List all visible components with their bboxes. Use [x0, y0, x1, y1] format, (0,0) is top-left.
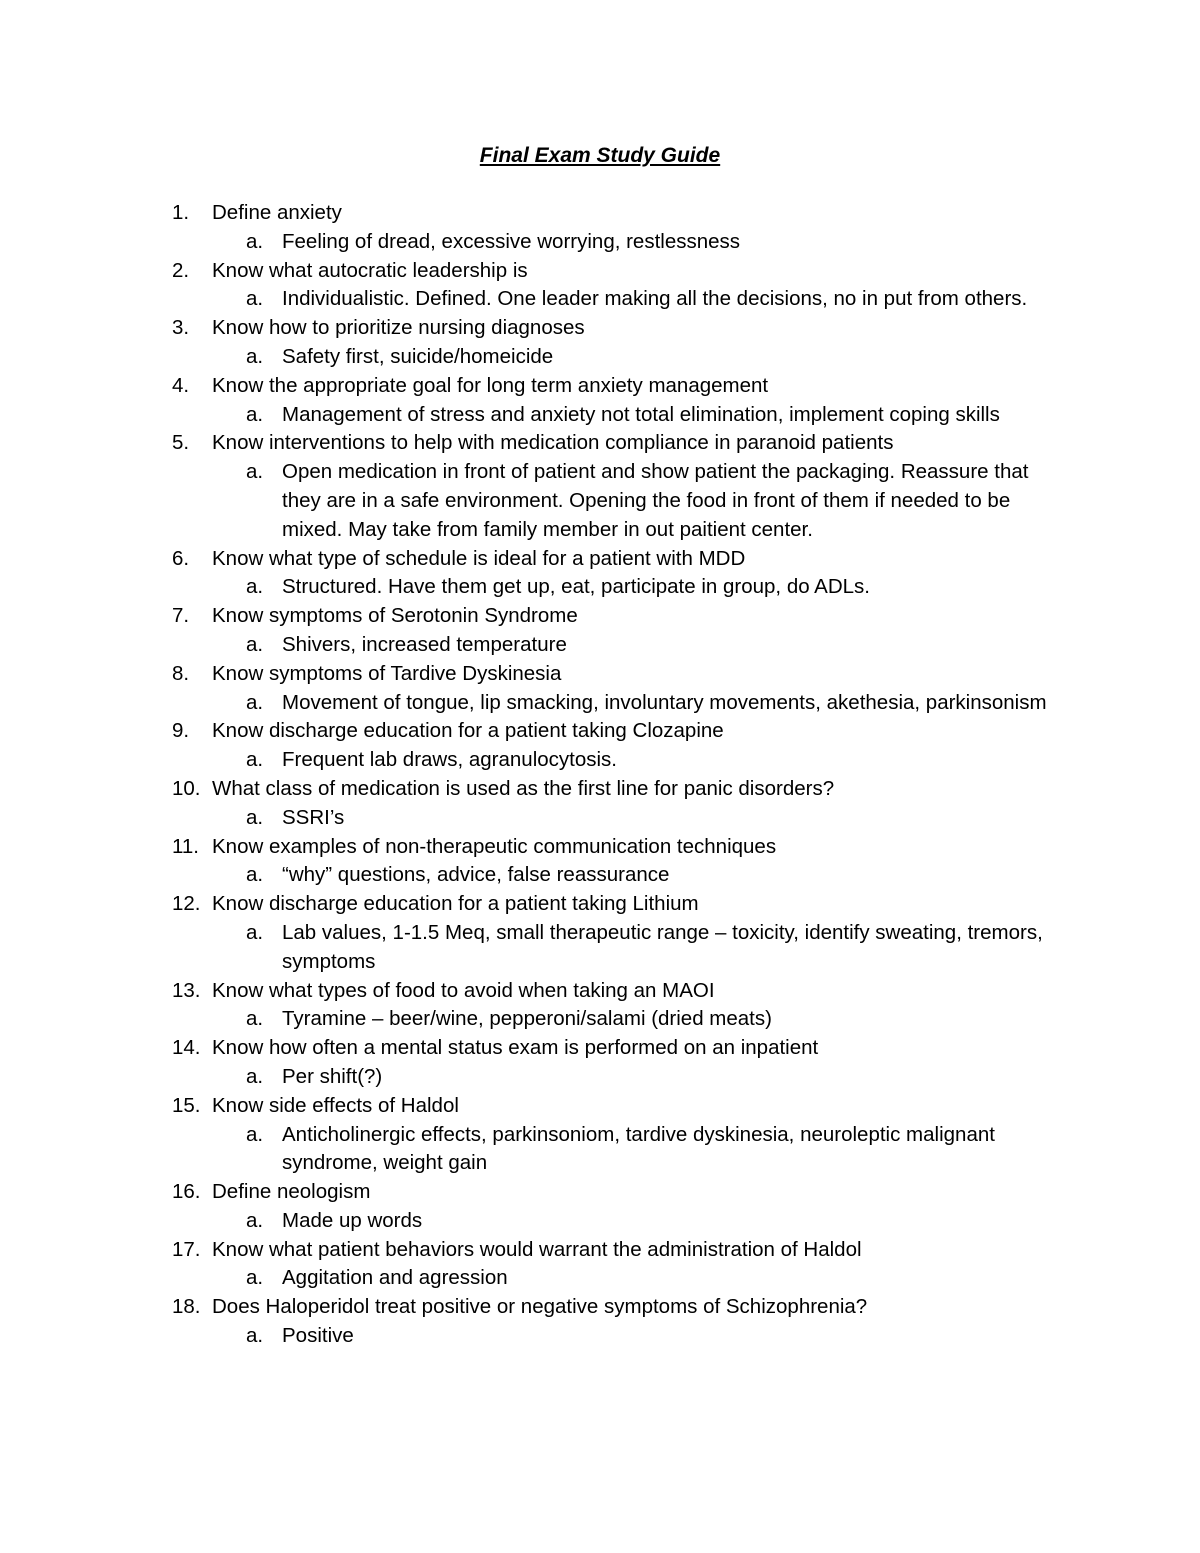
question-text: Know interventions to help with medication compliance in paranoid patients	[212, 431, 894, 455]
question-number: 13.	[172, 978, 201, 1002]
answer-label: a.	[246, 748, 264, 772]
study-question-item	[0, 1236, 1200, 1294]
answer-text: Feeling of dread, excessive worrying, restlessness	[282, 229, 741, 253]
question-line	[0, 717, 1072, 746]
question-text: Know symptoms of Serotonin Syndrome	[212, 604, 578, 628]
question-line	[0, 429, 1072, 458]
study-question-item	[0, 1034, 1200, 1092]
question-text: Does Haloperidol treat positive or negative symptoms of Schizophrenia?	[212, 1295, 868, 1319]
answer-text: Shivers, increased temperature	[282, 632, 567, 656]
answer-text: Aggitation and agression	[282, 1266, 508, 1290]
answer-label: a.	[246, 1266, 264, 1290]
answer-text: Per shift(?)	[282, 1064, 383, 1088]
answer-line	[0, 1322, 1057, 1351]
question-text: Know how to prioritize nursing diagnoses	[212, 316, 585, 340]
question-text: Know discharge education for a patient taking Clozapine	[212, 719, 724, 743]
question-number: 17.	[172, 1237, 201, 1261]
answer-text: Lab values, 1-1.5 Meq, small therapeutic range – toxicity, identify sweating, tremors, symptoms	[282, 920, 1043, 973]
study-question-item	[0, 977, 1200, 1035]
question-text: Know what type of schedule is ideal for a patient with MDD	[212, 546, 746, 570]
answer-line	[0, 746, 1057, 775]
question-line	[0, 1178, 1072, 1207]
answer-line	[0, 804, 1057, 833]
study-question-item	[0, 890, 1200, 976]
question-line	[0, 1092, 1072, 1121]
answer-text: Structured. Have them get up, eat, participate in group, do ADLs.	[282, 575, 871, 599]
answer-line	[0, 689, 1057, 718]
answer-label: a.	[246, 287, 264, 311]
study-question-item	[0, 314, 1200, 372]
answer-text: Movement of tongue, lip smacking, involuntary movements, akethesia, parkinsonism	[282, 690, 1047, 714]
study-question-item	[0, 545, 1200, 603]
study-question-item	[0, 1092, 1200, 1178]
answer-line	[0, 228, 1057, 257]
question-text: Know symptoms of Tardive Dyskinesia	[212, 661, 562, 685]
answer-line	[0, 631, 1057, 660]
answer-text: Anticholinergic effects, parkinsoniom, tardive dyskinesia, neuroleptic malignant syndrome, weight gain	[282, 1122, 995, 1175]
question-number: 5.	[172, 431, 190, 455]
question-line	[0, 660, 1072, 689]
answer-text: “why” questions, advice, false reassurance	[282, 863, 670, 887]
study-question-item	[0, 372, 1200, 430]
study-question-item	[0, 199, 1200, 257]
answer-label: a.	[246, 402, 264, 426]
answer-text: Frequent lab draws, agranulocytosis.	[282, 748, 618, 772]
question-number: 15.	[172, 1093, 201, 1117]
study-question-item	[0, 1178, 1200, 1236]
study-question-item	[0, 1293, 1200, 1351]
study-question-item	[0, 833, 1200, 891]
question-number: 14.	[172, 1036, 201, 1060]
question-number: 18.	[172, 1295, 201, 1319]
question-line	[0, 257, 1072, 286]
question-line	[0, 775, 1072, 804]
answer-line	[0, 1063, 1057, 1092]
question-text: Define anxiety	[212, 201, 342, 224]
question-number: 11.	[172, 834, 199, 858]
answer-text: Management of stress and anxiety not total elimination, implement coping skills	[282, 402, 1000, 426]
answer-text: Safety first, suicide/homeicide	[282, 344, 554, 368]
question-line	[0, 199, 1072, 228]
answer-label: a.	[246, 1324, 264, 1348]
page-title: Final Exam Study Guide	[479, 144, 721, 167]
study-question-item	[0, 257, 1200, 315]
answer-line	[0, 919, 1057, 977]
answer-label: a.	[246, 1064, 264, 1088]
question-line	[0, 1034, 1072, 1063]
answer-label: a.	[246, 460, 264, 484]
answer-label: a.	[246, 690, 264, 714]
answer-label: a.	[246, 863, 264, 887]
answer-label: a.	[246, 920, 264, 944]
question-line	[0, 545, 1072, 574]
answer-line	[0, 343, 1057, 372]
answer-label: a.	[246, 344, 264, 368]
answer-text: SSRI’s	[282, 805, 345, 829]
question-number: 12.	[172, 892, 201, 916]
answer-line	[0, 458, 1057, 544]
question-number: 4.	[172, 373, 190, 397]
answer-text: Made up words	[282, 1208, 423, 1232]
question-line	[0, 314, 1072, 343]
question-line	[0, 1236, 1072, 1265]
study-question-item	[0, 602, 1200, 660]
answer-line	[0, 573, 1057, 602]
question-number: 2.	[172, 258, 190, 282]
question-line	[0, 372, 1072, 401]
question-text: Know the appropriate goal for long term anxiety management	[212, 373, 769, 397]
question-text: Know discharge education for a patient taking Lithium	[212, 892, 699, 916]
answer-line	[0, 861, 1057, 890]
question-number: 9.	[172, 719, 190, 743]
answer-line	[0, 1005, 1057, 1034]
question-number: 1.	[172, 201, 190, 224]
question-line	[0, 833, 1072, 862]
study-question-item	[0, 775, 1200, 833]
question-number: 16.	[172, 1180, 201, 1204]
answer-text: Tyramine – beer/wine, pepperoni/salami (dried meats)	[282, 1007, 772, 1031]
question-text: Know what types of food to avoid when taking an MAOI	[212, 978, 715, 1002]
answer-label: a.	[246, 632, 264, 656]
question-number: 7.	[172, 604, 190, 628]
question-text: What class of medication is used as the first line for panic disorders?	[212, 776, 835, 800]
question-text: Know side effects of Haldol	[212, 1093, 459, 1117]
answer-label: a.	[246, 229, 264, 253]
question-number: 6.	[172, 546, 190, 570]
answer-text: Individualistic. Defined. One leader making all the decisions, no in put from others.	[282, 287, 1028, 311]
answer-label: a.	[246, 1208, 264, 1232]
question-text: Define neologism	[212, 1180, 371, 1204]
question-line	[0, 890, 1072, 919]
study-question-item	[0, 429, 1200, 544]
question-line	[0, 602, 1072, 631]
answer-text: Positive	[282, 1324, 354, 1348]
question-text: Know what patient behaviors would warrant the administration of Haldol	[212, 1237, 862, 1261]
question-line	[0, 1293, 1072, 1322]
answer-label: a.	[246, 805, 264, 829]
study-question-list	[0, 199, 1200, 1351]
answer-line	[0, 1207, 1057, 1236]
answer-line	[0, 401, 1057, 430]
question-number: 8.	[172, 661, 190, 685]
answer-line	[0, 1121, 1057, 1179]
question-text: Know examples of non-therapeutic communication techniques	[212, 834, 777, 858]
answer-line	[0, 285, 1057, 314]
study-question-item	[0, 660, 1200, 718]
answer-line	[0, 1264, 1057, 1293]
question-number: 3.	[172, 316, 190, 340]
answer-label: a.	[246, 575, 264, 599]
answer-label: a.	[246, 1007, 264, 1031]
question-number: 10.	[172, 776, 201, 800]
answer-label: a.	[246, 1122, 264, 1146]
question-text: Know how often a mental status exam is performed on an inpatient	[212, 1036, 819, 1060]
study-question-item	[0, 717, 1200, 775]
question-line	[0, 977, 1072, 1006]
question-text: Know what autocratic leadership is	[212, 258, 528, 282]
answer-text: Open medication in front of patient and show patient the packaging. Reassure that they are in a safe environment. Opening the food in front of them if needed to be mixed. May take from family member in out paitient center.	[282, 460, 1029, 541]
